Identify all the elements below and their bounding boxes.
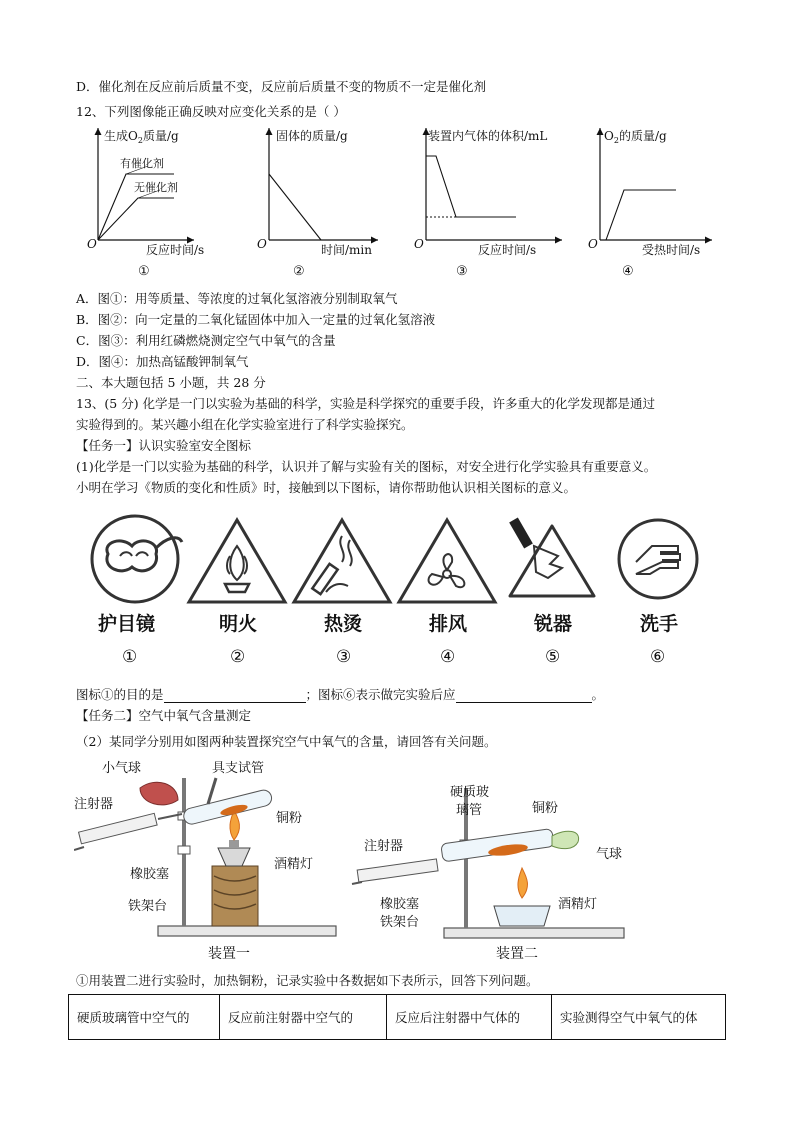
- graph-3-xlabel: 反应时间/s: [478, 243, 537, 257]
- q13-part1-line-1: (1)化学是一门以实验为基础的科学，认识并了解与实验有关的图标，对安全进行化学实验具有重要意义。: [76, 459, 657, 474]
- ventilation-fan-icon: [399, 520, 495, 602]
- curve-o2-mass: [606, 190, 676, 240]
- label-copper-2: 铜粉: [532, 801, 559, 816]
- curve-solid-mass: [269, 174, 321, 240]
- svg-text:O: O: [588, 237, 598, 251]
- icon-label-5: 锐器: [534, 613, 573, 635]
- label-branch-tube: 具支试管: [212, 761, 265, 776]
- icon-label-1: 护目镜: [98, 613, 156, 635]
- curve-label-catalyst: 有催化剂: [120, 157, 164, 170]
- label-small-balloon: 小气球: [102, 761, 142, 776]
- table-header-cell-4: 实验测得空气中氧气的体: [552, 995, 726, 1040]
- icon-number-2: ②: [230, 647, 246, 667]
- q13-part2-instruction: ①用装置二进行实验时，加热铜粉，记录实验中各数据如下表所示，回答下列问题。: [76, 973, 539, 988]
- svg-text:O: O: [257, 237, 267, 251]
- label-stopper-1: 橡胶塞: [130, 867, 170, 882]
- q12-stem: 12、下列图像能正确反映对应变化关系的是（ ）: [76, 104, 346, 119]
- graph-3-ylabel: 装置内气体的体积/mL: [428, 129, 548, 143]
- q13-line-2: 实验得到的。某兴趣小组在化学实验室进行了科学实验探究。: [76, 417, 414, 432]
- graph-2-ylabel: 固体的质量/g: [276, 129, 348, 143]
- label-stopper-2: 橡胶塞: [380, 897, 420, 912]
- graph-1-xlabel: 反应时间/s: [146, 243, 205, 257]
- apparatus-2: [352, 784, 624, 962]
- answer-blank-icon-6[interactable]: [456, 690, 592, 703]
- icon-number-4: ④: [440, 647, 456, 667]
- svg-text:O: O: [87, 237, 97, 251]
- curve-no-catalyst: [98, 198, 174, 240]
- label-syringe-2: 注射器: [364, 839, 404, 854]
- label-balloon-2: 气球: [596, 847, 623, 862]
- safety-icons: [80, 512, 720, 672]
- q12-option-b: B．图②：向一定量的二氧化锰固体中加入一定量的过氧化氢溶液: [76, 312, 436, 327]
- q13-part1-line-2: 小明在学习《物质的变化和性质》时，接触到以下图标，请你帮助他认识相关图标的意义。: [76, 480, 577, 495]
- caption-apparatus-1: 装置一: [208, 946, 250, 962]
- graph-1-number: ①: [138, 264, 150, 279]
- graph-4-xlabel: 受热时间/s: [642, 243, 701, 257]
- table-header-cell-2: 反应前注射器中空气的: [220, 995, 387, 1040]
- icon-number-6: ⑥: [650, 647, 666, 667]
- icon-label-4: 排风: [429, 613, 468, 635]
- icon-number-5: ⑤: [545, 647, 561, 667]
- icon-number-3: ③: [336, 647, 352, 667]
- q13-line-1: 13、(5 分) 化学是一门以实验为基础的科学，实验是科学探究的重要手段，许多重大的化学发现都是通过: [76, 396, 656, 411]
- goggles-icon: [92, 516, 182, 602]
- section-2-heading: 二、本大题包括 5 小题，共 28 分: [76, 375, 266, 390]
- graph-2-xlabel: 时间/min: [321, 243, 372, 257]
- apparatus-diagrams: [74, 758, 734, 966]
- q12-option-a: A．图①：用等质量、等浓度的过氧化氢溶液分别制取氧气: [76, 291, 398, 306]
- answer-blank-icon-1[interactable]: [164, 690, 306, 703]
- fill-prompt-a: 图标①的目的是: [76, 687, 164, 702]
- option-d-previous: D．催化剂在反应前后质量不变，反应前后质量不变的物质不一定是催化剂: [76, 79, 487, 94]
- caption-apparatus-2: 装置二: [496, 946, 538, 962]
- svg-text:O: O: [414, 237, 424, 251]
- graph-3: [414, 128, 562, 279]
- label-lamp-2: 酒精灯: [558, 897, 598, 912]
- graph-4-ylabel: $O_2$的质量/g: [604, 129, 667, 145]
- q12-option-c: C．图③：利用红磷燃烧测定空气中氧气的含量: [76, 333, 336, 348]
- label-syringe-1: 注射器: [74, 797, 114, 812]
- fill-prompt-b: ；图标⑥表示做完实验后应: [305, 687, 456, 702]
- icon-label-2: 明火: [219, 613, 258, 635]
- label-copper-1: 铜粉: [276, 811, 303, 826]
- graph-4-number: ④: [622, 264, 634, 279]
- fill-in-line: 图标①的目的是 ；图标⑥表示做完实验后应 。: [76, 687, 605, 702]
- icon-number-1: ①: [122, 647, 138, 667]
- curve-label-no-catalyst: 无催化剂: [134, 181, 178, 194]
- table-header-cell-3: 反应后注射器中气体的: [387, 995, 552, 1040]
- icon-label-6: 洗手: [640, 613, 679, 635]
- data-table: [68, 994, 726, 1040]
- wash-hands-icon: [619, 520, 697, 598]
- table-header-cell-1: 硬质玻璃管中空气的: [69, 995, 220, 1040]
- label-glass-tube-1: 硬质玻: [450, 785, 490, 800]
- label-stand-1: 铁架台: [128, 899, 168, 914]
- graph-3-number: ③: [456, 264, 468, 279]
- graph-2: [257, 128, 378, 279]
- sharp-object-icon: [509, 518, 594, 596]
- table-row: [69, 995, 726, 1040]
- icon-label-3: 热烫: [324, 613, 363, 635]
- graph-4: [588, 128, 712, 279]
- graph-1: [87, 128, 204, 279]
- apparatus-1: [74, 760, 336, 962]
- hot-surface-icon: [294, 520, 390, 602]
- q13-part2-stem: （2）某同学分别用如图两种装置探究空气中氧气的含量，请回答有关问题。: [76, 734, 497, 749]
- graph-2-number: ②: [293, 264, 305, 279]
- label-lamp-1: 酒精灯: [274, 857, 314, 872]
- label-glass-tube-2: 璃管: [456, 803, 483, 818]
- task-2-heading: 【任务二】空气中氧气含量测定: [76, 708, 252, 723]
- q12-graphs: [76, 122, 716, 282]
- task-1-heading: 【任务一】认识实验室安全图标: [76, 438, 252, 453]
- open-flame-icon: [189, 520, 285, 602]
- graph-1-ylabel: 生成$O_2$质量/g: [104, 129, 179, 145]
- curve-gas-volume: [428, 156, 516, 217]
- q12-option-d: D．图④：加热高锰酸钾制氧气: [76, 354, 249, 369]
- label-stand-2: 铁架台: [380, 915, 420, 930]
